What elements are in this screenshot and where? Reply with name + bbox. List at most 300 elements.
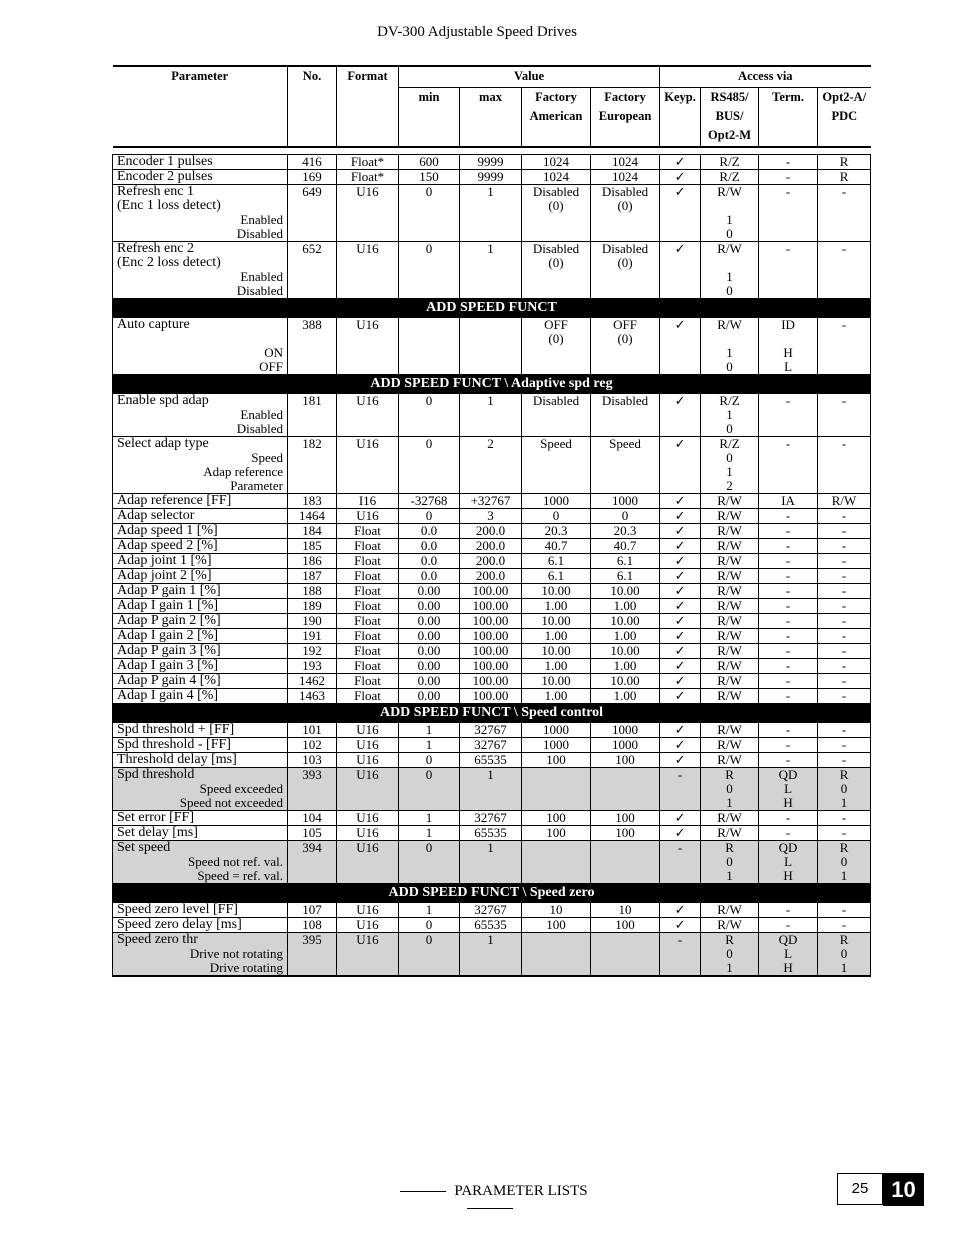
cell-term bbox=[759, 933, 818, 977]
access-value: R bbox=[725, 932, 734, 947]
cell-opt2a bbox=[818, 659, 871, 674]
cell-min: 0 bbox=[399, 185, 460, 242]
cell-keyp: ✓ bbox=[660, 723, 701, 738]
factory-value-code: (0) bbox=[548, 198, 564, 213]
cell-no: 1462 bbox=[288, 674, 337, 689]
cell-min: 0 bbox=[399, 753, 460, 768]
access-value: - bbox=[785, 628, 791, 643]
access-value: - bbox=[841, 317, 847, 332]
cell-term bbox=[759, 674, 818, 689]
cell-no: 183 bbox=[288, 494, 337, 509]
cell-term bbox=[759, 826, 818, 841]
access-value: - bbox=[785, 722, 791, 737]
parameter-name-cell bbox=[113, 918, 288, 933]
cell-no: 103 bbox=[288, 753, 337, 768]
cell-rs485 bbox=[701, 539, 759, 554]
option-label: OFF bbox=[259, 359, 283, 374]
cell-factory-european bbox=[591, 599, 660, 614]
cell-rs485 bbox=[701, 841, 759, 884]
cell-opt2a bbox=[818, 826, 871, 841]
cell-rs485 bbox=[701, 394, 759, 437]
cell-no: 416 bbox=[288, 155, 337, 170]
parameter-name-cell bbox=[113, 738, 288, 753]
cell-format: Float bbox=[337, 689, 399, 704]
access-value: R/W bbox=[717, 688, 742, 703]
cell-min: 0 bbox=[399, 933, 460, 977]
cell-rs485 bbox=[701, 437, 759, 494]
parameter-name: Encoder 2 pulses bbox=[117, 169, 213, 184]
access-value: R/W bbox=[717, 643, 742, 658]
cell-format: Float bbox=[337, 659, 399, 674]
cell-max: 100.00 bbox=[460, 629, 522, 644]
parameter-name: Auto capture bbox=[117, 317, 190, 332]
cell-keyp: ✓ bbox=[660, 185, 701, 242]
access-value: - bbox=[841, 613, 847, 628]
table-row bbox=[113, 318, 871, 375]
table-row bbox=[113, 738, 871, 753]
cell-keyp: ✓ bbox=[660, 644, 701, 659]
cell-factory-european bbox=[591, 674, 660, 689]
cell-rs485 bbox=[701, 768, 759, 811]
cell-keyp: ✓ bbox=[660, 155, 701, 170]
cell-max bbox=[460, 318, 522, 375]
access-value: R/Z bbox=[719, 169, 740, 184]
access-option: 0 bbox=[840, 854, 848, 869]
table-row bbox=[113, 918, 871, 933]
factory-value: 1000 bbox=[543, 722, 569, 737]
cell-format: Float bbox=[337, 539, 399, 554]
access-value: R/W bbox=[717, 493, 742, 508]
table-row bbox=[113, 659, 871, 674]
table-row bbox=[113, 841, 871, 884]
access-value: R/W bbox=[831, 493, 857, 508]
cell-opt2a bbox=[818, 644, 871, 659]
cell-max: 32767 bbox=[460, 903, 522, 918]
cell-factory-european bbox=[591, 753, 660, 768]
option-label: Disabled bbox=[236, 283, 283, 298]
factory-value-code: (0) bbox=[617, 255, 633, 270]
factory-value: 100 bbox=[615, 810, 635, 825]
cell-keyp: - bbox=[660, 933, 701, 977]
cell-factory-american bbox=[522, 933, 591, 977]
parameter-name-cell bbox=[113, 569, 288, 584]
cell-min: 0 bbox=[399, 242, 460, 299]
cell-term bbox=[759, 524, 818, 539]
table-row bbox=[113, 933, 871, 977]
parameter-name: Adap speed 1 [%] bbox=[117, 523, 218, 538]
parameter-name: Adap I gain 2 [%] bbox=[117, 628, 219, 643]
cell-keyp: ✓ bbox=[660, 753, 701, 768]
cell-min: 1 bbox=[399, 826, 460, 841]
cell-factory-european bbox=[591, 659, 660, 674]
cell-keyp: ✓ bbox=[660, 524, 701, 539]
cell-max: 32767 bbox=[460, 723, 522, 738]
cell-keyp: ✓ bbox=[660, 494, 701, 509]
factory-value: 10 bbox=[549, 902, 563, 917]
cell-opt2a bbox=[818, 242, 871, 299]
cell-rs485 bbox=[701, 554, 759, 569]
access-value: R/W bbox=[717, 568, 742, 583]
factory-value: Speed bbox=[540, 436, 572, 451]
access-value: - bbox=[841, 436, 847, 451]
access-value: - bbox=[841, 628, 847, 643]
cell-factory-american bbox=[522, 918, 591, 933]
factory-value: 1000 bbox=[612, 737, 639, 752]
access-value: R/W bbox=[717, 508, 742, 523]
section-header: ADD SPEED FUNCT \ Adaptive spd reg bbox=[113, 375, 871, 394]
access-value: R/W bbox=[717, 628, 742, 643]
cell-term bbox=[759, 738, 818, 753]
cell-opt2a bbox=[818, 584, 871, 599]
access-option: 1 bbox=[726, 795, 733, 810]
factory-value: 100 bbox=[546, 810, 566, 825]
table-row bbox=[113, 170, 871, 185]
cell-rs485 bbox=[701, 614, 759, 629]
cell-min: -32768 bbox=[399, 494, 460, 509]
cell-rs485 bbox=[701, 674, 759, 689]
cell-max: 200.0 bbox=[460, 569, 522, 584]
cell-rs485 bbox=[701, 569, 759, 584]
cell-factory-european bbox=[591, 509, 660, 524]
factory-value: 1.00 bbox=[544, 628, 568, 643]
cell-format: U16 bbox=[337, 185, 399, 242]
cell-max: 1 bbox=[460, 185, 522, 242]
factory-value: 1024 bbox=[612, 154, 639, 169]
cell-factory-american bbox=[522, 738, 591, 753]
cell-term bbox=[759, 394, 818, 437]
access-option: 0 bbox=[726, 450, 733, 465]
access-value: R/W bbox=[717, 553, 742, 568]
table-row bbox=[113, 689, 871, 704]
cell-term bbox=[759, 242, 818, 299]
parameter-name-cell bbox=[113, 811, 288, 826]
table-row bbox=[113, 509, 871, 524]
cell-max: 1 bbox=[460, 768, 522, 811]
cell-no: 186 bbox=[288, 554, 337, 569]
cell-format: U16 bbox=[337, 753, 399, 768]
cell-min: 1 bbox=[399, 903, 460, 918]
cell-keyp: ✓ bbox=[660, 437, 701, 494]
factory-value-code: (0) bbox=[548, 255, 564, 270]
table-row bbox=[113, 826, 871, 841]
cell-min: 0.00 bbox=[399, 584, 460, 599]
access-option: H bbox=[783, 868, 793, 883]
cell-no: 184 bbox=[288, 524, 337, 539]
cell-max: 3 bbox=[460, 509, 522, 524]
cell-factory-european bbox=[591, 437, 660, 494]
cell-opt2a bbox=[818, 841, 871, 884]
parameter-name: Adap selector bbox=[117, 508, 195, 523]
access-value: - bbox=[841, 241, 847, 256]
cell-rs485 bbox=[701, 826, 759, 841]
cell-factory-american bbox=[522, 394, 591, 437]
cell-factory-american bbox=[522, 614, 591, 629]
option-label: Disabled bbox=[236, 226, 283, 241]
cell-no: 191 bbox=[288, 629, 337, 644]
parameter-name: Adap P gain 3 [%] bbox=[117, 643, 221, 658]
cell-format: Float bbox=[337, 614, 399, 629]
cell-factory-european bbox=[591, 629, 660, 644]
access-value: R/W bbox=[717, 583, 742, 598]
access-value: - bbox=[785, 613, 791, 628]
cell-max: 65535 bbox=[460, 753, 522, 768]
access-option: 0 bbox=[840, 781, 848, 796]
cell-min: 0.0 bbox=[399, 569, 460, 584]
table-row bbox=[113, 539, 871, 554]
access-value: R/W bbox=[717, 658, 742, 673]
cell-keyp: - bbox=[660, 841, 701, 884]
cell-format: Float bbox=[337, 629, 399, 644]
parameter-name: Adap P gain 4 [%] bbox=[117, 673, 221, 688]
cell-factory-european bbox=[591, 394, 660, 437]
cell-format: Float* bbox=[337, 170, 399, 185]
cell-min: 0 bbox=[399, 841, 460, 884]
cell-format: U16 bbox=[337, 723, 399, 738]
cell-factory-european bbox=[591, 494, 660, 509]
factory-value: 100 bbox=[615, 917, 635, 932]
cell-factory-american bbox=[522, 629, 591, 644]
access-value: - bbox=[785, 436, 791, 451]
parameter-name-cell bbox=[113, 903, 288, 918]
parameter-name-cell bbox=[113, 674, 288, 689]
access-value: R/Z bbox=[719, 436, 740, 451]
access-option: 0 bbox=[840, 946, 848, 961]
access-value: - bbox=[841, 737, 847, 752]
parameter-name: Set delay [ms] bbox=[117, 825, 198, 840]
factory-value: 100 bbox=[546, 917, 566, 932]
table-row bbox=[113, 155, 871, 170]
factory-value: Disabled bbox=[601, 393, 649, 408]
cell-opt2a bbox=[818, 155, 871, 170]
option-label: Speed exceeded bbox=[199, 781, 283, 796]
cell-factory-european bbox=[591, 242, 660, 299]
cell-rs485 bbox=[701, 659, 759, 674]
cell-no: 105 bbox=[288, 826, 337, 841]
cell-no: 101 bbox=[288, 723, 337, 738]
header-term: Term. bbox=[759, 88, 818, 148]
cell-min: 0.0 bbox=[399, 554, 460, 569]
parameter-name: Speed zero level [FF] bbox=[117, 902, 238, 917]
header-min: min bbox=[399, 88, 460, 148]
cell-max: 65535 bbox=[460, 826, 522, 841]
cell-keyp: ✓ bbox=[660, 599, 701, 614]
cell-term bbox=[759, 599, 818, 614]
factory-value: 100 bbox=[615, 825, 635, 840]
table-row bbox=[113, 723, 871, 738]
factory-value-code: (0) bbox=[617, 331, 633, 346]
option-label: Speed not ref. val. bbox=[188, 854, 283, 869]
cell-term bbox=[759, 185, 818, 242]
parameter-name-cell bbox=[113, 509, 288, 524]
cell-format: U16 bbox=[337, 903, 399, 918]
cell-min: 0.0 bbox=[399, 524, 460, 539]
cell-factory-american bbox=[522, 674, 591, 689]
cell-max: +32767 bbox=[460, 494, 522, 509]
access-value: - bbox=[841, 643, 847, 658]
cell-term bbox=[759, 539, 818, 554]
cell-opt2a bbox=[818, 629, 871, 644]
parameter-name: Encoder 1 pulses bbox=[117, 154, 213, 169]
cell-opt2a bbox=[818, 614, 871, 629]
parameter-name-cell bbox=[113, 629, 288, 644]
cell-factory-american bbox=[522, 584, 591, 599]
cell-factory-european bbox=[591, 933, 660, 977]
factory-value: 10 bbox=[618, 902, 632, 917]
cell-max: 65535 bbox=[460, 918, 522, 933]
cell-format: U16 bbox=[337, 826, 399, 841]
cell-factory-american bbox=[522, 768, 591, 811]
factory-value: Disabled bbox=[601, 184, 649, 199]
cell-rs485 bbox=[701, 811, 759, 826]
cell-no: 1463 bbox=[288, 689, 337, 704]
access-value: - bbox=[841, 658, 847, 673]
cell-rs485 bbox=[701, 599, 759, 614]
cell-term bbox=[759, 614, 818, 629]
cell-no: 395 bbox=[288, 933, 337, 977]
cell-max: 200.0 bbox=[460, 524, 522, 539]
cell-factory-american bbox=[522, 155, 591, 170]
parameter-name-cell bbox=[113, 826, 288, 841]
factory-value: 10.00 bbox=[541, 583, 571, 598]
option-label: Drive rotating bbox=[209, 960, 283, 975]
parameter-name: Speed zero delay [ms] bbox=[117, 917, 242, 932]
cell-keyp: ✓ bbox=[660, 614, 701, 629]
access-option: H bbox=[783, 795, 793, 810]
access-value: - bbox=[841, 902, 847, 917]
cell-term bbox=[759, 318, 818, 375]
access-value: R/Z bbox=[719, 154, 740, 169]
factory-value: 10.00 bbox=[541, 643, 571, 658]
cell-opt2a bbox=[818, 811, 871, 826]
option-label: Enabled bbox=[240, 269, 283, 284]
cell-no: 190 bbox=[288, 614, 337, 629]
cell-term bbox=[759, 170, 818, 185]
access-option: 1 bbox=[840, 868, 848, 883]
cell-opt2a bbox=[818, 524, 871, 539]
access-option: 1 bbox=[726, 269, 733, 284]
parameter-name: Refresh enc 2 bbox=[117, 241, 194, 256]
cell-format: Float bbox=[337, 554, 399, 569]
access-value: - bbox=[785, 688, 791, 703]
cell-no: 394 bbox=[288, 841, 337, 884]
cell-min: 1 bbox=[399, 723, 460, 738]
cell-term bbox=[759, 509, 818, 524]
table-row bbox=[113, 629, 871, 644]
cell-opt2a bbox=[818, 394, 871, 437]
parameter-name-cell bbox=[113, 723, 288, 738]
parameter-name: Adap speed 2 [%] bbox=[117, 538, 218, 553]
cell-format: U16 bbox=[337, 437, 399, 494]
cell-factory-european bbox=[591, 903, 660, 918]
factory-value: Disabled bbox=[532, 393, 580, 408]
parameter-name-cell bbox=[113, 768, 288, 811]
factory-value: 6.1 bbox=[616, 568, 634, 583]
cell-keyp: ✓ bbox=[660, 918, 701, 933]
cell-no: 652 bbox=[288, 242, 337, 299]
access-value: R/W bbox=[717, 241, 742, 256]
cell-no: 182 bbox=[288, 437, 337, 494]
factory-value: 1000 bbox=[612, 493, 639, 508]
cell-term bbox=[759, 903, 818, 918]
parameter-name-cell bbox=[113, 185, 288, 242]
factory-value: 1.00 bbox=[613, 598, 637, 613]
cell-max: 200.0 bbox=[460, 539, 522, 554]
factory-value: 1024 bbox=[543, 169, 569, 184]
cell-rs485 bbox=[701, 318, 759, 375]
factory-value-code: (0) bbox=[617, 198, 633, 213]
access-value: - bbox=[841, 184, 847, 199]
cell-factory-american bbox=[522, 689, 591, 704]
cell-opt2a bbox=[818, 723, 871, 738]
cell-term bbox=[759, 841, 818, 884]
cell-keyp: ✓ bbox=[660, 394, 701, 437]
cell-term bbox=[759, 689, 818, 704]
cell-max: 100.00 bbox=[460, 674, 522, 689]
cell-min: 0 bbox=[399, 437, 460, 494]
access-value: R/W bbox=[717, 184, 742, 199]
factory-value: 10.00 bbox=[541, 673, 571, 688]
access-value: - bbox=[785, 737, 791, 752]
cell-opt2a bbox=[818, 554, 871, 569]
cell-term bbox=[759, 584, 818, 599]
cell-keyp: ✓ bbox=[660, 170, 701, 185]
access-value: R bbox=[839, 840, 849, 855]
cell-max: 9999 bbox=[460, 155, 522, 170]
cell-factory-american bbox=[522, 723, 591, 738]
cell-keyp: ✓ bbox=[660, 811, 701, 826]
factory-value: 1.00 bbox=[613, 688, 637, 703]
cell-factory-european bbox=[591, 689, 660, 704]
access-value: R/W bbox=[717, 673, 742, 688]
factory-value: 0 bbox=[552, 508, 560, 523]
cell-min: 0 bbox=[399, 768, 460, 811]
cell-format: U16 bbox=[337, 768, 399, 811]
table-row bbox=[113, 394, 871, 437]
cell-no: 169 bbox=[288, 170, 337, 185]
parameter-name-cell bbox=[113, 599, 288, 614]
access-value: - bbox=[785, 643, 791, 658]
access-value: QD bbox=[778, 932, 798, 947]
cell-factory-european bbox=[591, 738, 660, 753]
table-row bbox=[113, 185, 871, 242]
header-rs485: RS485/ BUS/ Opt2-M bbox=[701, 88, 759, 148]
cell-opt2a bbox=[818, 170, 871, 185]
access-option: H bbox=[783, 345, 793, 360]
access-value: R/W bbox=[717, 902, 742, 917]
cell-opt2a bbox=[818, 753, 871, 768]
access-value: - bbox=[841, 393, 847, 408]
cell-keyp: ✓ bbox=[660, 509, 701, 524]
cell-opt2a bbox=[818, 599, 871, 614]
access-value: - bbox=[841, 538, 847, 553]
access-option: 0 bbox=[726, 781, 733, 796]
cell-rs485 bbox=[701, 509, 759, 524]
cell-rs485 bbox=[701, 185, 759, 242]
cell-format: Float bbox=[337, 524, 399, 539]
access-value: - bbox=[841, 553, 847, 568]
table-row bbox=[113, 569, 871, 584]
cell-rs485 bbox=[701, 903, 759, 918]
parameter-name: Select adap type bbox=[117, 436, 209, 451]
access-value: R/Z bbox=[719, 393, 740, 408]
access-value: - bbox=[785, 184, 791, 199]
cell-format: Float* bbox=[337, 155, 399, 170]
cell-term bbox=[759, 753, 818, 768]
access-value: R/W bbox=[717, 317, 742, 332]
cell-factory-american bbox=[522, 811, 591, 826]
access-value: ID bbox=[781, 317, 795, 332]
cell-factory-american bbox=[522, 539, 591, 554]
